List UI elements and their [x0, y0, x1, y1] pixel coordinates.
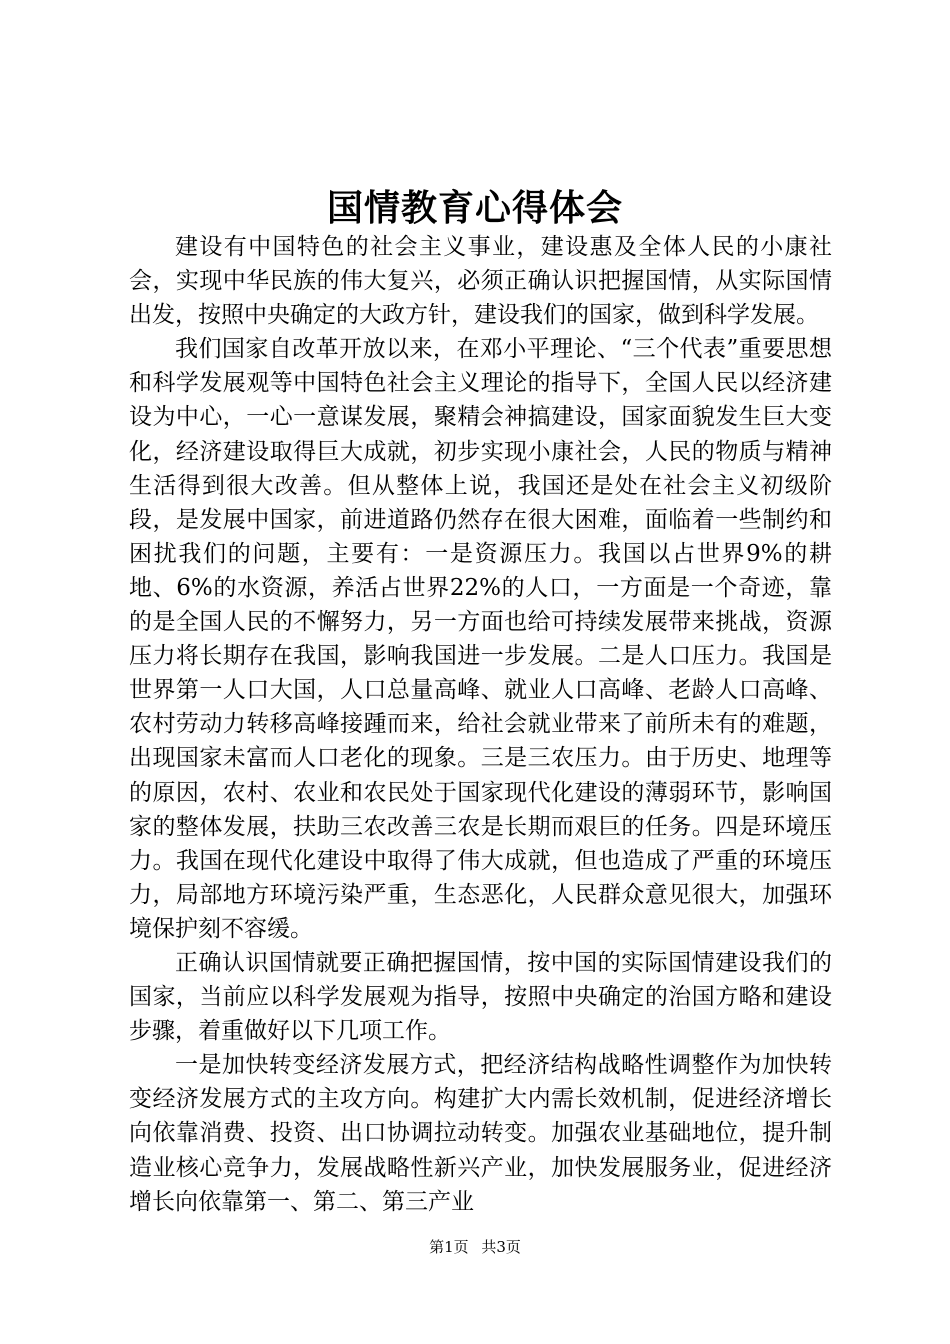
paragraph: 我们国家自改革开放以来，在邓小平理论、“三个代表”重要思想和科学发展观等中国特色社会主义理论的指导下，全国人民以经济建设为中心，一心一意谋发展，聚精会神搞建设，国家面貌发生巨大变化，经济建设取得巨大成就，初步实现小康社会，人民的物质与精神生活得到很大改善。但从整体上说，我国还是处在社会主义初级阶段，是发展中国家，前进道路仍然存在很大困难，面临着一些制约和困扰我们的问题，主要有：一是资源压力。我国以占世界9%的耕地、6%的水资源，养活占世界22%的人口，一方面是一个奇迹，靠的是全国人民的不懈努力，另一方面也给可持续发展带来挑战，资源压力将长期存在我国，影响我国进一步发展。二是人口压力。我国是世界第一人口大国，人口总量高峰、就业人口高峰、老龄人口高峰、农村劳动力转移高峰接踵而来，给社会就业带来了前所未有的难题，出现国家未富而人口老化的现象。三是三农压力。由于历史、地理等的原因，农村、农业和农民处于国家现代化建设的薄弱环节，影响国家的整体发展，扶助三农改善三农是长期而艰巨的任务。四是环境压力。我国在现代化建设中取得了伟大成就，但也造成了严重的环境压力，局部地方环境污染严重，生态恶化，人民群众意见很大，加强环境保护刻不容缓。	[129, 336, 832, 942]
paragraph: 建设有中国特色的社会主义事业，建设惠及全体人民的小康社会，实现中华民族的伟大复兴，必须正确认识把握国情，从实际国情出发，按照中央确定的大政方针，建设我们的国家，做到科学发展。	[129, 234, 832, 329]
document-body	[129, 230, 832, 1219]
paragraph: 正确认识国情就要正确把握国情，按中国的实际国情建设我们的国家，当前应以科学发展观为指导，按照中央确定的治国方略和建设步骤，着重做好以下几项工作。	[129, 949, 832, 1045]
page-number: 第1页	[429, 1238, 469, 1256]
page-total: 共3页	[481, 1238, 521, 1256]
document-title: 国情教育心得体会	[326, 187, 623, 229]
page-footer	[0, 1237, 950, 1257]
paragraph: 一是加快转变经济发展方式，把经济结构战略性调整作为加快转变经济发展方式的主攻方向。构建扩大内需长效机制，促进经济增长向依靠消费、投资、出口协调拉动转变。加强农业基础地位，提升制造业核心竞争力，发展战略性新兴产业，加快发展服务业，促进经济增长向依靠第一、第二、第三产业	[129, 1052, 832, 1215]
